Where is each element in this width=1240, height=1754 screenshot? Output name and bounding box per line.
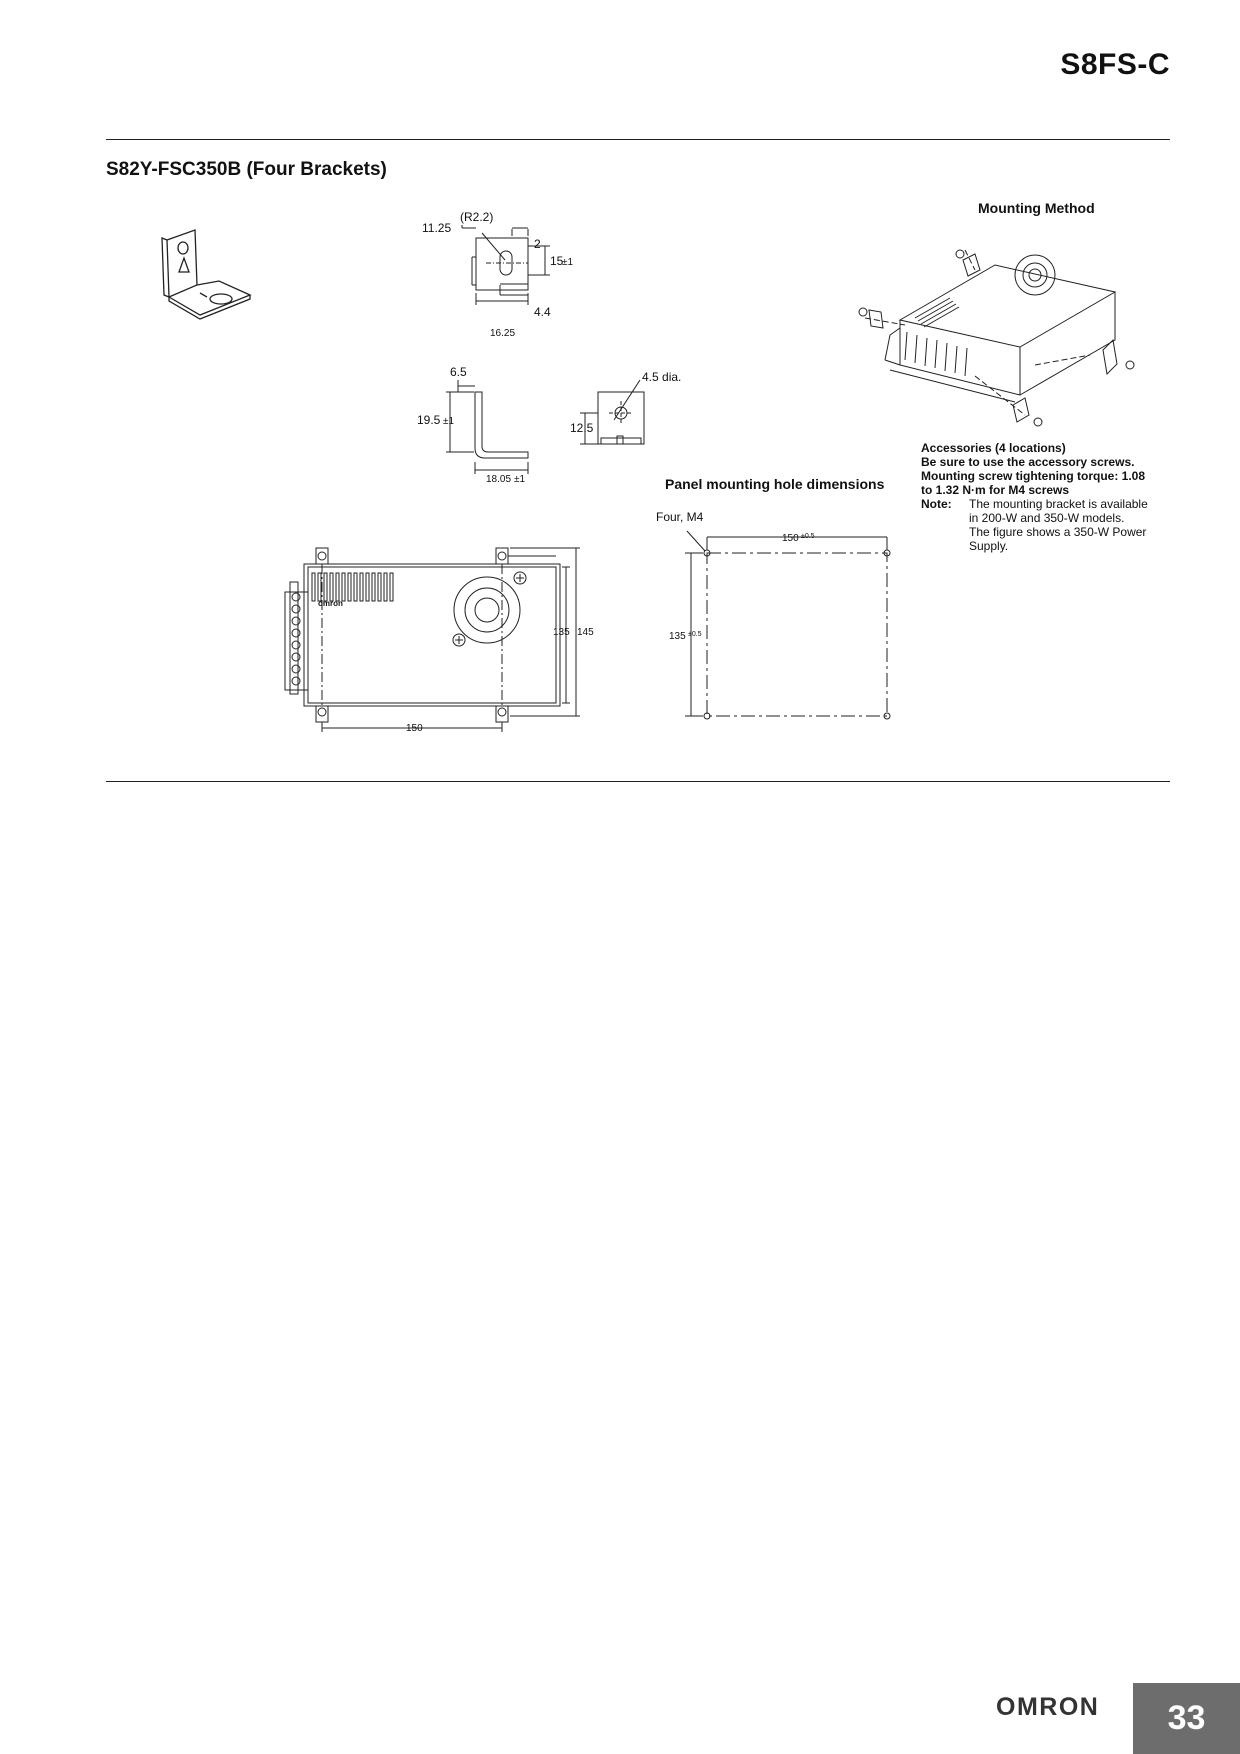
unit-dim-135-label: 135 xyxy=(553,627,570,638)
torque-line-1: Mounting screw tightening torque: 1.08 xyxy=(921,469,1146,483)
dim-6-5-label: 6.5 xyxy=(450,365,467,379)
note-line-4: Supply. xyxy=(969,539,1009,553)
dim-4-4-label: 4.4 xyxy=(534,305,551,319)
mounting-notes xyxy=(921,441,1166,553)
bottom-rule xyxy=(106,781,1170,782)
note-line-1: The mounting bracket is available xyxy=(969,497,1148,511)
dim-15-label: 15 xyxy=(550,254,564,268)
omron-logo: OMRON xyxy=(996,1693,1100,1721)
radius-label: (R2.2) xyxy=(460,210,494,224)
panel-dim-150-tolerance: ±0.5 xyxy=(801,533,815,540)
dim-19-5-label: 19.5 xyxy=(417,413,441,427)
note-body xyxy=(969,497,1166,553)
dim-12-5-label: 12.5 xyxy=(570,421,594,435)
unit-dim-150-label: 150 xyxy=(406,723,423,734)
panel-dim-135-tolerance: ±0.5 xyxy=(688,631,702,638)
mounting-isometric-illustration xyxy=(845,240,1170,440)
page-number: 33 xyxy=(1167,1699,1206,1737)
note-line-2: in 200-W and 350-W models. xyxy=(969,511,1125,525)
bracket-top-view xyxy=(400,205,590,345)
accessories-label: Accessories (4 locations) xyxy=(921,441,1066,455)
unit-logo: omron xyxy=(318,599,343,608)
panel-hole-diagram xyxy=(645,505,905,725)
screw-note: Be sure to use the accessory screws. xyxy=(921,455,1135,469)
dim-15-tolerance: ±1 xyxy=(562,257,574,268)
torque-line-2: to 1.32 N·m for M4 screws xyxy=(921,483,1070,497)
dim-2-label: 2 xyxy=(534,237,541,251)
product-code: S8FS-C xyxy=(1060,48,1170,81)
panel-dim-150-label: 150 xyxy=(782,533,799,544)
unit-dim-145-label: 145 xyxy=(577,627,594,638)
mounting-method-title: Mounting Method xyxy=(978,200,1095,216)
panel-hole-label: Four, M4 xyxy=(656,510,704,524)
hole-diameter-label: 4.5 dia. xyxy=(642,370,682,384)
dim-18-05-label: 18.05 xyxy=(486,474,512,485)
unit-front-view xyxy=(280,540,600,745)
note-key: Note: xyxy=(921,497,952,511)
bracket-front-view xyxy=(565,362,685,462)
dim-18-05-tolerance: ±1 xyxy=(514,474,526,485)
panel-dim-135-label: 135 xyxy=(669,631,686,642)
bracket-isometric-illustration xyxy=(155,225,260,325)
panel-mounting-title: Panel mounting hole dimensions xyxy=(665,476,885,492)
top-rule xyxy=(106,139,1170,140)
bracket-side-view xyxy=(410,362,540,487)
note-line-3: The figure shows a 350-W Power xyxy=(969,525,1147,539)
dim-11-25-label: 11.25 xyxy=(422,221,452,235)
note-row xyxy=(921,497,1166,553)
dim-16-25-label: 16.25 xyxy=(490,328,516,339)
dim-19-5-tolerance: ±1 xyxy=(443,416,455,427)
section-title: S82Y-FSC350B (Four Brackets) xyxy=(106,159,387,180)
